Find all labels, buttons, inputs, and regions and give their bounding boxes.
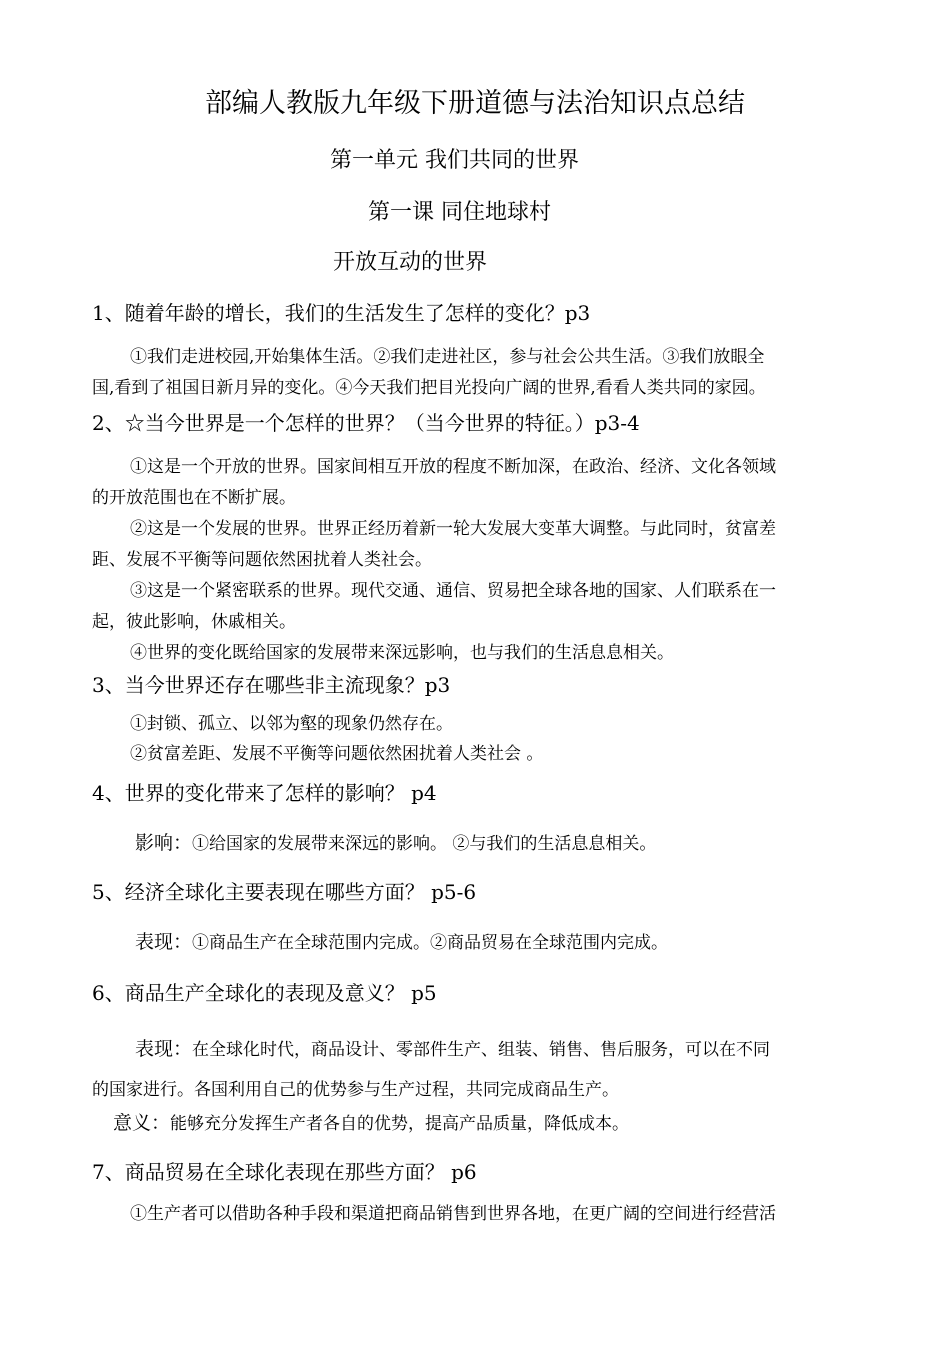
question-3: 3、当今世界还存在哪些非主流现象？p3: [92, 673, 451, 697]
question-7: 7、商品贸易在全球化表现在那些方面？ p6: [92, 1160, 477, 1184]
answer-1-line-1: ①我们走进校园,开始集体生活。②我们走进社区，参与社会公共生活。③我们放眼全: [130, 347, 765, 367]
answer-2-item-4: ④世界的变化既给国家的发展带来深远影响，也与我们的生活息息相关。: [130, 643, 674, 663]
answer-1-line-2: 国,看到了祖国日新月异的变化。④今天我们把目光投向广阔的世界,看看人类共同的家园。: [92, 378, 766, 398]
answer-6-performance-prefix: 表现：: [135, 1038, 193, 1060]
answer-6-meaning: [113, 1114, 629, 1133]
answer-2: [92, 452, 860, 669]
document-title: 部编人教版九年级下册道德与法治知识点总结: [205, 88, 745, 119]
answer-6-performance: [92, 1029, 860, 1110]
lesson-heading: 第一课 同住地球村: [368, 200, 551, 225]
answer-2-item-1-line-1: ①这是一个开放的世界。国家间相互开放的程度不断加深，在政治、经济、文化各领域: [130, 457, 776, 477]
answer-5-prefix: 表现：: [135, 931, 193, 953]
question-6: 6、商品生产全球化的表现及意义？ p5: [92, 981, 437, 1005]
answer-2-item-2-line-2: 距、发展不平衡等问题依然困扰着人类社会。: [92, 550, 432, 570]
answer-5-text: ①商品生产在全球范围内完成。②商品贸易在全球范围内完成。: [192, 933, 669, 953]
answer-6-meaning-text: 能够充分发挥生产者各自的优势，提高产品质量，降低成本。: [170, 1114, 630, 1134]
question-4: 4、世界的变化带来了怎样的影响？ p4: [92, 781, 437, 805]
question-1: 1、随着年龄的增长，我们的生活发生了怎样的变化？p3: [92, 301, 591, 325]
answer-7-item-1: ①生产者可以借助各种手段和渠道把商品销售到世界各地，在更广阔的空间进行经营活: [130, 1204, 776, 1224]
answer-2-item-2-line-1: ②这是一个发展的世界。世界正经历着新一轮大发展大变革大调整。与此同时，贫富差: [130, 519, 776, 539]
question-5: 5、经济全球化主要表现在哪些方面？ p5-6: [92, 880, 477, 904]
answer-6-performance-line-2: 的国家进行。各国利用自己的优势参与生产过程，共同完成商品生产。: [92, 1080, 619, 1100]
unit-heading: 第一单元 我们共同的世界: [330, 148, 579, 173]
answer-2-item-3-line-2: 起，彼此影响，休戚相关。: [92, 612, 296, 632]
answer-4: [135, 834, 656, 853]
answer-2-item-1-line-2: 的开放范围也在不断扩展。: [92, 488, 296, 508]
answer-5: [135, 933, 668, 952]
answer-6-performance-text: 在全球化时代，商品设计、零部件生产、组装、销售、售后服务，可以在不同: [192, 1040, 771, 1060]
answer-2-item-3-line-1: ③这是一个紧密联系的世界。现代交通、通信、贸易把全球各地的国家、人们联系在一: [130, 581, 776, 601]
answer-3-item-1: ①封锁、孤立、以邻为壑的现象仍然存在。: [130, 714, 453, 734]
section-heading: 开放互动的世界: [333, 250, 488, 275]
answer-4-prefix: 影响：: [135, 832, 193, 854]
answer-6-performance-line-1: [92, 1029, 860, 1070]
answer-6-meaning-prefix: 意义：: [113, 1112, 171, 1134]
answer-4-text: ①给国家的发展带来深远的影响。 ②与我们的生活息息相关。: [192, 834, 657, 854]
answer-1: [92, 342, 860, 404]
answer-3-item-2: ②贫富差距、发展不平衡等问题依然困扰着人类社会 。: [130, 744, 544, 764]
question-2: 2、☆当今世界是一个怎样的世界？（当今世界的特征。）p3-4: [92, 411, 640, 435]
